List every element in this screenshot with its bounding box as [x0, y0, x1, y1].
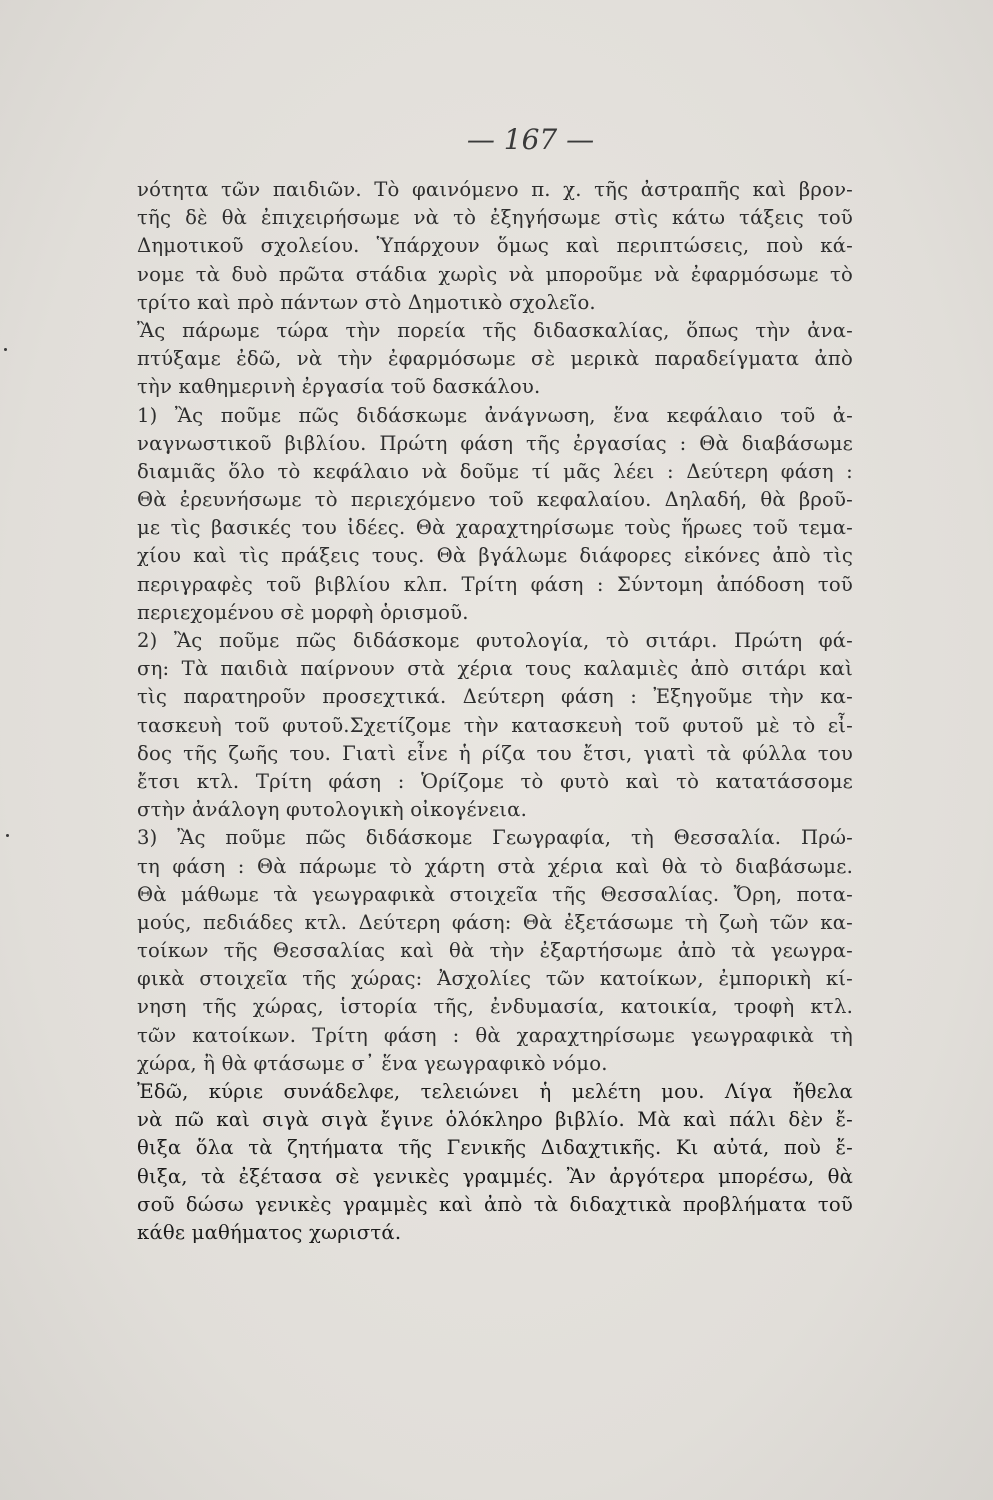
text-line: τὶς παρατηροῦν προσεχτικά. Δεύτερη φάση : Ἐξηγοῦμε τὴν κα- — [137, 685, 853, 709]
text-line: σοῦ δώσω γενικὲς γραμμὲς καὶ ἀπὸ τὰ διδαχτικὰ προβλήματα τοῦ — [137, 1192, 853, 1216]
text-line: διαμιᾶς ὅλο τὸ κεφάλαιο νὰ δοῦμε τί μᾶς λέει : Δεύτερη φάση : — [137, 459, 853, 483]
text-line: νὰ πῶ καὶ σιγὰ σιγὰ ἔγινε ὁλόκληρο βιβλίο. Μὰ καὶ πάλι δὲν ἔ- — [137, 1108, 853, 1132]
margin-mark — [6, 834, 9, 837]
text-line: φικὰ στοιχεῖα τῆς χώρας: Ἀσχολίες τῶν κατοίκων, ἐμπορικὴ κί- — [137, 967, 853, 991]
text-line: Ἂς πάρωμε τώρα τὴν πορεία τῆς διδασκαλίας, ὅπως τὴν ἀνα- — [137, 318, 853, 342]
text-line: θιξα, τὰ ἐξέτασα σὲ γενικὲς γραμμές. Ἂν ἀργότερα μπορέσω, θὰ — [137, 1164, 853, 1188]
text-line: νηση τῆς χώρας, ἱστορία τῆς, ἐνδυμασία, κατοικία, τροφὴ κτλ. — [137, 995, 853, 1019]
text-line: νότητα τῶν παιδιῶν. Τὸ φαινόμενο π. χ. τῆς ἀστραπῆς καὶ βρον- — [137, 178, 853, 201]
text-line: 2) Ἂς ποῦμε πῶς διδάσκομε φυτολογία, τὸ σιτάρι. Πρώτη φά- — [137, 629, 853, 652]
text-line: κάθε μαθήματος χωριστά. — [137, 1220, 402, 1244]
text-line: Θὰ μάθωμε τὰ γεωγραφικὰ στοιχεῖα τῆς Θεσσαλίας. Ὄρη, ποτα- — [137, 882, 853, 906]
text-line: με τὶς βασικές του ἰδέες. Θὰ χαραχτηρίσωμε τοὺς ἥρωες τοῦ τεμα- — [137, 516, 853, 540]
text-line: τασκευὴ τοῦ φυτοῦ.Σχετίζομε τὴν κατασκευὴ τοῦ φυτοῦ μὲ τὸ εἶ- — [137, 713, 853, 737]
text-line: τῶν κατοίκων. Τρίτη φάση : θὰ χαραχτηρίσωμε γεωγραφικὰ τὴ — [137, 1023, 853, 1047]
body-text — [137, 176, 853, 1247]
text-line: τη φάση : Θὰ πάρωμε τὸ χάρτη στὰ χέρια καὶ θὰ τὸ διαβάσωμε. — [137, 854, 853, 878]
text-line: τρίτο καὶ πρὸ πάντων στὸ Δημοτικὸ σχολεῖο. — [137, 290, 596, 314]
text-line: πτύξαμε ἐδῶ, νὰ τὴν ἐφαρμόσωμε σὲ μερικὰ παραδείγματα ἀπὸ — [137, 347, 853, 371]
text-line: χώρα, ἢ θὰ φτάσωμε σ᾽ ἕνα γεωγραφικὸ νόμο. — [137, 1051, 608, 1075]
page-number: — 167 — — [466, 123, 595, 156]
closing-paragraph — [137, 1078, 853, 1247]
text-line: θιξα ὅλα τὰ ζητήματα τῆς Γενικῆς Διδαχτικῆς. Κι αὐτά, ποὺ ἔ- — [137, 1136, 853, 1160]
text-line: Δημοτικοῦ σχολείου. Ὑπάρχουν ὅμως καὶ περιπτώσεις, ποὺ κά- — [137, 234, 853, 258]
text-line: Ἐδῶ, κύριε συνάδελφε, τελειώνει ἡ μελέτη μου. Λίγα ἤθελα — [137, 1080, 853, 1103]
text-line: 3) Ἂς ποῦμε πῶς διδάσκομε Γεωγραφία, τὴ Θεσσαλία. Πρώ- — [137, 826, 853, 850]
text-line: ναγνωστικοῦ βιβλίου. Πρώτη φάση τῆς ἐργασίας : Θὰ διαβάσωμε — [137, 431, 853, 455]
text-line: στὴν ἀνάλογη φυτολογικὴ οἰκογένεια. — [137, 798, 528, 822]
text-line: ἔτσι κτλ. Τρίτη φάση : Ὁρίζομε τὸ φυτὸ καὶ τὸ κατατάσσομε — [137, 769, 853, 793]
main-text-block — [137, 176, 853, 1078]
text-line: μούς, πεδιάδες κτλ. Δεύτερη φάση: Θὰ ἐξετάσωμε τὴ ζωὴ τῶν κα- — [137, 910, 853, 934]
text-line: τοίκων τῆς Θεσσαλίας καὶ θὰ τὴν ἐξαρτήσωμε ἀπὸ τὰ γεωγρα- — [137, 939, 853, 963]
margin-mark — [4, 348, 7, 351]
text-line: δος τῆς ζωῆς του. Γιατὶ εἶνε ἡ ρίζα του ἔτσι, γιατὶ τὰ φύλλα του — [137, 741, 853, 765]
text-line: τῆς δὲ θὰ ἐπιχειρήσωμε νὰ τὸ ἐξηγήσωμε στὶς κάτω τάξεις τοῦ — [137, 206, 853, 230]
text-line: περιεχομένου σὲ μορφὴ ὁρισμοῦ. — [137, 600, 469, 624]
text-line: περιγραφὲς τοῦ βιβλίου κλπ. Τρίτη φάση : Σύντομη ἀπόδοση τοῦ — [137, 572, 853, 596]
text-line: Θὰ ἐρευνήσωμε τὸ περιεχόμενο τοῦ κεφαλαίου. Δηλαδή, θὰ βροῦ- — [137, 488, 853, 512]
text-line: 1) Ἂς ποῦμε πῶς διδάσκωμε ἀνάγνωση, ἕνα κεφάλαιο τοῦ ἀ- — [137, 403, 853, 427]
text-line: τὴν καθημερινὴ ἐργασία τοῦ δασκάλου. — [137, 375, 541, 399]
text-line: ση: Τὰ παιδιὰ παίρνουν στὰ χέρια τους καλαμιὲς ἀπὸ σιτάρι καὶ — [137, 657, 853, 681]
text-line: νομε τὰ δυὸ πρῶτα στάδια χωρὶς νὰ μποροῦμε νὰ ἐφαρμόσωμε τὸ — [137, 262, 853, 286]
text-line: χίου καὶ τὶς πράξεις τους. Θὰ βγάλωμε διάφορες εἰκόνες ἀπὸ τὶς — [137, 544, 853, 568]
